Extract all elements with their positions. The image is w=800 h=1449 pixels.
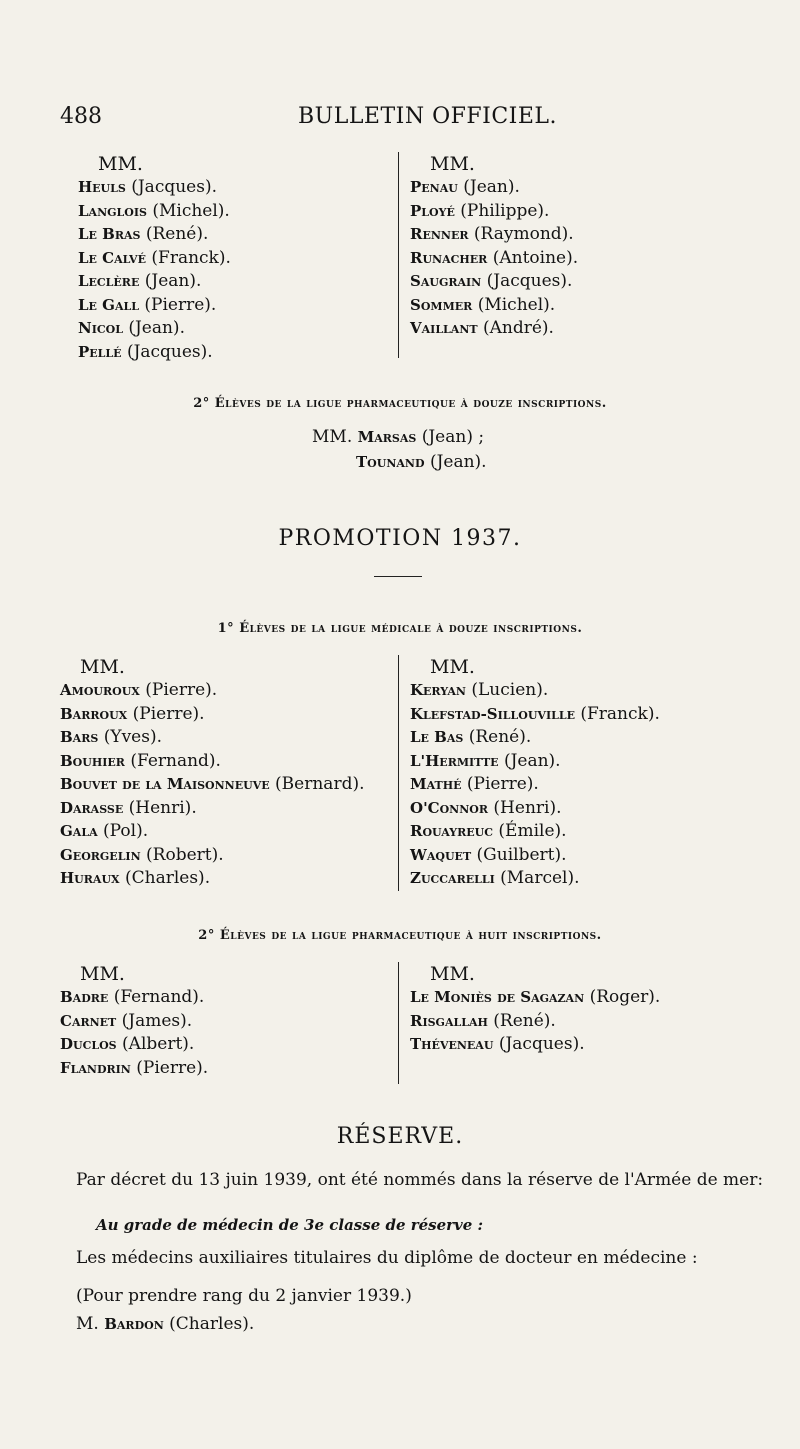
running-title: BULLETIN OFFICIEL.: [298, 104, 558, 129]
given-name: (Émile).: [498, 821, 567, 841]
surname: Huraux: [60, 869, 120, 887]
surname: Bouvet de la Maisonneuve: [60, 775, 270, 793]
given-name: (Michel).: [477, 294, 556, 315]
surname: Saugrain: [410, 272, 482, 290]
name-entry: [60, 750, 365, 774]
auxiliaires-line: Les médecins auxiliaires titulaires du diplôme de docteur en médecine :: [76, 1248, 698, 1268]
surname: Leclère: [78, 272, 140, 290]
name-entry: [410, 1010, 660, 1034]
surname: Penau: [410, 178, 458, 196]
given-name: (René).: [145, 224, 209, 244]
name-entry: [60, 867, 365, 891]
name-entry: [410, 247, 578, 271]
horizontal-rule: [374, 576, 422, 577]
surname: Le Gall: [78, 295, 139, 314]
given-name: (Pierre).: [144, 294, 217, 315]
name-entry: [78, 270, 231, 294]
surname: O'Connor: [410, 798, 489, 817]
given-name: (Antoine).: [492, 247, 579, 268]
column-divider: [398, 655, 399, 891]
surname: Keryan: [410, 681, 466, 699]
surname: Tounand: [356, 453, 425, 471]
name-entry: [60, 1033, 208, 1057]
name-list: [410, 986, 660, 1057]
name-entry: [78, 247, 231, 271]
given-name: (Franck).: [580, 703, 660, 724]
name-entry: [410, 820, 660, 844]
given-name: (Roger).: [589, 987, 661, 1007]
mm-prefix: MM.: [312, 427, 353, 447]
name-entry: [410, 1033, 660, 1057]
name-entry: [410, 270, 578, 294]
surname: Mathé: [410, 775, 462, 793]
left-column: [60, 655, 365, 891]
given-name: (Henri).: [493, 797, 562, 818]
reserve-title: RÉSERVE.: [336, 1124, 464, 1149]
surname: Langlois: [78, 201, 147, 220]
surname: Le Moniès de Sagazan: [410, 988, 585, 1006]
promotion-title: PROMOTION 1937.: [278, 526, 522, 551]
name-entry: [78, 176, 231, 200]
surname: Gala: [60, 822, 98, 840]
final-name-line: [76, 1314, 254, 1334]
name-entry: [410, 317, 578, 341]
given-name: (Jacques).: [498, 1034, 585, 1054]
name-entry: [410, 223, 578, 247]
surname: Waquet: [410, 845, 472, 864]
surname: Bars: [60, 728, 99, 746]
name-entry: [60, 679, 365, 703]
name-list: [60, 679, 365, 891]
surname: Duclos: [60, 1035, 117, 1053]
given-name: (Michel).: [152, 200, 230, 221]
page-header: [60, 104, 740, 140]
name-list: [78, 176, 231, 364]
name-entry: [410, 797, 660, 821]
name-entry: [410, 294, 578, 318]
name-entry: [78, 223, 231, 247]
given-name: (Jean) ;: [421, 427, 485, 447]
surname: Le Bas: [410, 728, 464, 746]
given-name: (James).: [121, 1010, 193, 1031]
surname: Zuccarelli: [410, 869, 495, 887]
given-name: (Charles).: [124, 868, 211, 888]
given-name: (Jean).: [144, 271, 202, 291]
surname: Théveneau: [410, 1035, 494, 1053]
given-name: (André).: [482, 318, 554, 338]
given-name: (Jacques).: [131, 177, 217, 197]
given-name: (Franck).: [151, 247, 231, 268]
given-name: (Pierre).: [145, 680, 218, 700]
left-column: [60, 962, 208, 1080]
surname: Sommer: [410, 295, 473, 314]
surname: Runacher: [410, 248, 488, 267]
surname: Barroux: [60, 704, 128, 723]
name-entry: [78, 317, 231, 341]
surname: Darasse: [60, 798, 124, 817]
right-column: [410, 152, 578, 341]
surname: Le Bras: [78, 225, 141, 243]
name-entry: [410, 176, 578, 200]
column-heading: MM.: [80, 963, 125, 985]
given-name: (René).: [468, 727, 532, 747]
name-list: [410, 176, 578, 341]
decree-paragraph: Par décret du 13 juin 1939, ont été nommés dans la réserve de l'Armée de mer:: [76, 1170, 764, 1190]
surname: Heuls: [78, 178, 126, 196]
surname: Amouroux: [60, 681, 140, 699]
centered-names: [312, 425, 487, 475]
name-entry: [78, 294, 231, 318]
given-name: (Jacques).: [486, 271, 573, 291]
column-divider: [398, 962, 399, 1084]
given-name: (Fernand).: [113, 987, 205, 1007]
given-name: (Robert).: [146, 844, 224, 865]
right-column: [410, 962, 660, 1057]
given-name: (Raymond).: [473, 224, 574, 244]
surname: Le Calvé: [78, 248, 146, 267]
surname: Ployé: [410, 201, 455, 220]
surname: Risgallah: [410, 1011, 488, 1030]
surname: Badre: [60, 988, 109, 1006]
name-entry: [60, 703, 365, 727]
right-column: [410, 655, 660, 891]
name-entry: [60, 1057, 208, 1081]
section-heading: 2° Élèves de la ligue pharmaceutique à douze inscriptions.: [193, 396, 607, 411]
surname: Vaillant: [410, 319, 478, 337]
surname: L'Hermitte: [410, 751, 499, 770]
name-entry: [60, 797, 365, 821]
surname: Marsas: [357, 428, 417, 446]
given-name: (Pol).: [103, 821, 149, 841]
surname: Klefstad-Sillouville: [410, 704, 575, 723]
given-name: (Jacques).: [126, 341, 213, 362]
name-entry: [60, 844, 365, 868]
name-entry: [410, 986, 660, 1010]
name-entry: [410, 867, 660, 891]
given-name: (Lucien).: [471, 680, 549, 700]
given-name: (Jean).: [463, 177, 520, 197]
given-name: (Jean).: [429, 452, 487, 472]
rank-line: (Pour prendre rang du 2 janvier 1939.): [76, 1286, 412, 1306]
name-entry: [60, 986, 208, 1010]
surname: Bouhier: [60, 751, 125, 770]
given-name: (Guilbert).: [476, 844, 567, 865]
given-name: (Bernard).: [275, 774, 365, 794]
grade-line: Au grade de médecin de 3e classe de réserve :: [96, 1216, 484, 1234]
given-name: (Charles).: [169, 1314, 255, 1334]
name-list: [60, 986, 208, 1080]
column-heading: MM.: [430, 153, 475, 175]
given-name: (Pierre).: [466, 774, 539, 794]
given-name: (Jean).: [128, 318, 185, 338]
column-heading: MM.: [80, 656, 125, 678]
surname: Rouayreuc: [410, 822, 494, 840]
name-entry: [60, 1010, 208, 1034]
given-name: (Yves).: [103, 727, 162, 747]
given-name: (Marcel).: [500, 868, 580, 888]
surname: Nicol: [78, 319, 123, 337]
surname: Georgelin: [60, 845, 141, 864]
surname: Pellé: [78, 342, 122, 361]
given-name: (Jean).: [503, 750, 561, 771]
column-heading: MM.: [98, 153, 143, 175]
name-entry: [410, 844, 660, 868]
name-entry: [60, 820, 365, 844]
m-prefix: M.: [76, 1314, 99, 1334]
name-entry: [60, 726, 365, 750]
column-heading: MM.: [430, 656, 475, 678]
page-number: 488: [60, 104, 102, 129]
name-entry: [410, 679, 660, 703]
section-heading: 1° Élèves de la ligue médicale à douze inscriptions.: [217, 621, 583, 636]
given-name: (Henri).: [128, 797, 197, 818]
surname: Carnet: [60, 1011, 117, 1030]
given-name: (Albert).: [122, 1034, 195, 1054]
name-entry: [60, 773, 365, 797]
name-entry: [410, 200, 578, 224]
name-list: [410, 679, 660, 891]
name-entry: [78, 200, 231, 224]
left-column: [78, 152, 231, 364]
name-entry: [410, 773, 660, 797]
column-heading: MM.: [430, 963, 475, 985]
surname: Renner: [410, 225, 469, 243]
given-name: (René).: [493, 1010, 556, 1031]
surname: Bardon: [104, 1315, 164, 1333]
surname: Flandrin: [60, 1058, 131, 1077]
column-divider: [398, 152, 399, 358]
given-name: (Pierre).: [132, 703, 205, 724]
name-entry: [410, 703, 660, 727]
section-heading: 2° Élèves de la ligue pharmaceutique à huit inscriptions.: [198, 928, 602, 943]
given-name: (Philippe).: [460, 200, 550, 221]
name-entry: [78, 341, 231, 365]
name-entry: [410, 750, 660, 774]
given-name: (Fernand).: [130, 750, 221, 771]
name-entry: [410, 726, 660, 750]
given-name: (Pierre).: [136, 1057, 209, 1078]
